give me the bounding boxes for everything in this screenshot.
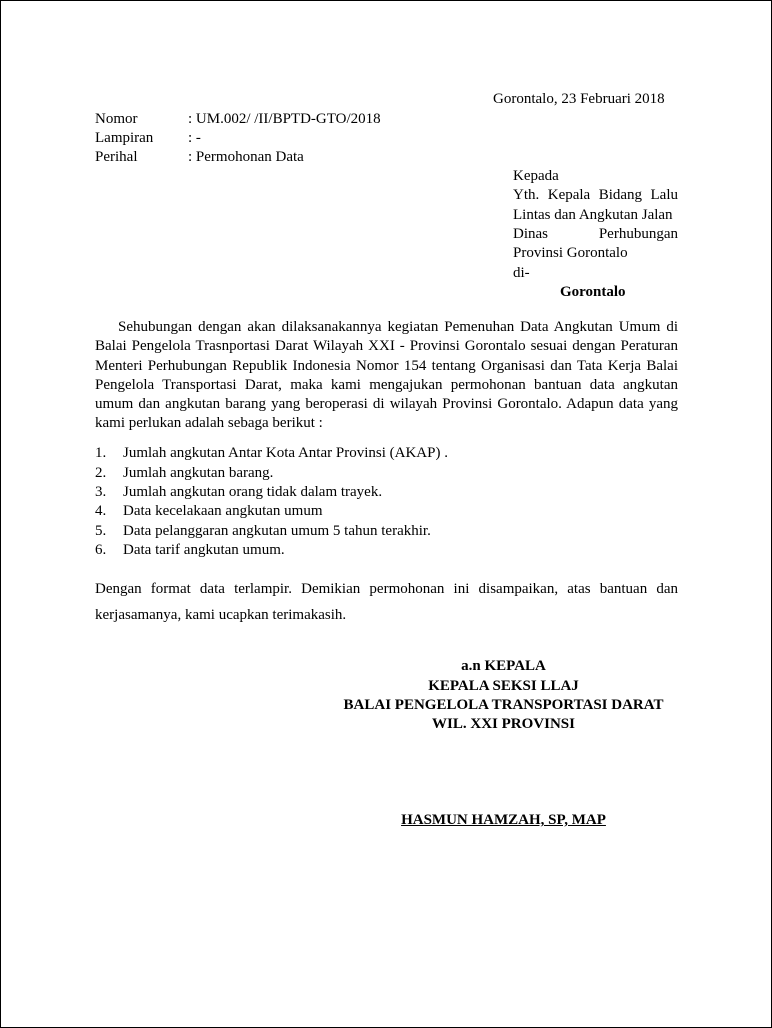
signature-line1: a.n KEPALA — [461, 658, 546, 674]
list-number: 6. — [95, 542, 107, 558]
recipient-city: Gorontalo — [560, 284, 626, 300]
meta-value-lampiran: : - — [188, 130, 201, 146]
date-line: Gorontalo, 23 Februari 2018 — [493, 91, 665, 107]
recipient-line3b: Perhubungan — [598, 226, 678, 242]
list-item: Data pelanggaran angkutan umum 5 tahun terakhir. — [123, 523, 431, 539]
signature-line4: WIL. XXI PROVINSI — [432, 716, 575, 732]
list-item: Jumlah angkutan barang. — [123, 465, 274, 481]
recipient-line3a: Dinas — [513, 226, 548, 242]
body-paragraph: Sehubungan dengan akan dilaksanakannya kegiatan Pemenuhan Data Angkutan Umum di Balai Pengelola Trasnportasi Darat Wilayah XXI - Provinsi Gorontalo sesuai dengan Peraturan Menteri Perhubungan Republik Indonesia Nomor 154 tentang Organisasi dan Tata Kerja Balai Pengelola Transportasi Darat, maka kami mengajukan permohonan bantuan data angkutan umum dan angkutan barang yang beroperasi di wilayah Provinsi Gorontalo. Adapun data yang kami perlukan adalah sebaga berikut : — [95, 319, 678, 432]
list-item: Jumlah angkutan Antar Kota Antar Provinsi (AKAP) . — [123, 445, 448, 461]
list-item: Data kecelakaan angkutan umum — [123, 503, 323, 519]
list-item: Jumlah angkutan orang tidak dalam trayek. — [123, 484, 383, 500]
recipient-kepada: Kepada — [513, 168, 559, 184]
recipient-line2: Lintas dan Angkutan Jalan — [513, 207, 673, 223]
list-item: Data tarif angkutan umum. — [123, 542, 285, 558]
list-number: 2. — [95, 465, 107, 481]
signatory-name: HASMUN HAMZAH, SP, MAP — [401, 812, 606, 828]
meta-value-nomor: : UM.002/ /II/BPTD-GTO/2018 — [188, 111, 381, 127]
signature-line2: KEPALA SEKSI LLAJ — [428, 678, 579, 694]
recipient-di: di- — [513, 265, 530, 281]
meta-label-perihal: Perihal — [95, 149, 138, 165]
list-number: 5. — [95, 523, 107, 539]
signature-line3: BALAI PENGELOLA TRANSPORTASI DARAT — [343, 697, 664, 713]
closing-paragraph: Dengan format data terlampir. Demikian permohonan ini disampaikan, atas bantuan dan kerjasamanya, kami ucapkan terimakasih. — [95, 581, 678, 623]
list-number: 3. — [95, 484, 107, 500]
meta-label-nomor: Nomor — [95, 111, 138, 127]
meta-value-perihal: : Permohonan Data — [188, 149, 304, 165]
meta-label-lampiran: Lampiran — [95, 130, 154, 146]
recipient-line1: Yth. Kepala Bidang Lalu — [513, 187, 678, 203]
list-number: 4. — [95, 503, 107, 519]
recipient-line4: Provinsi Gorontalo — [513, 245, 628, 261]
list-number: 1. — [95, 445, 107, 461]
